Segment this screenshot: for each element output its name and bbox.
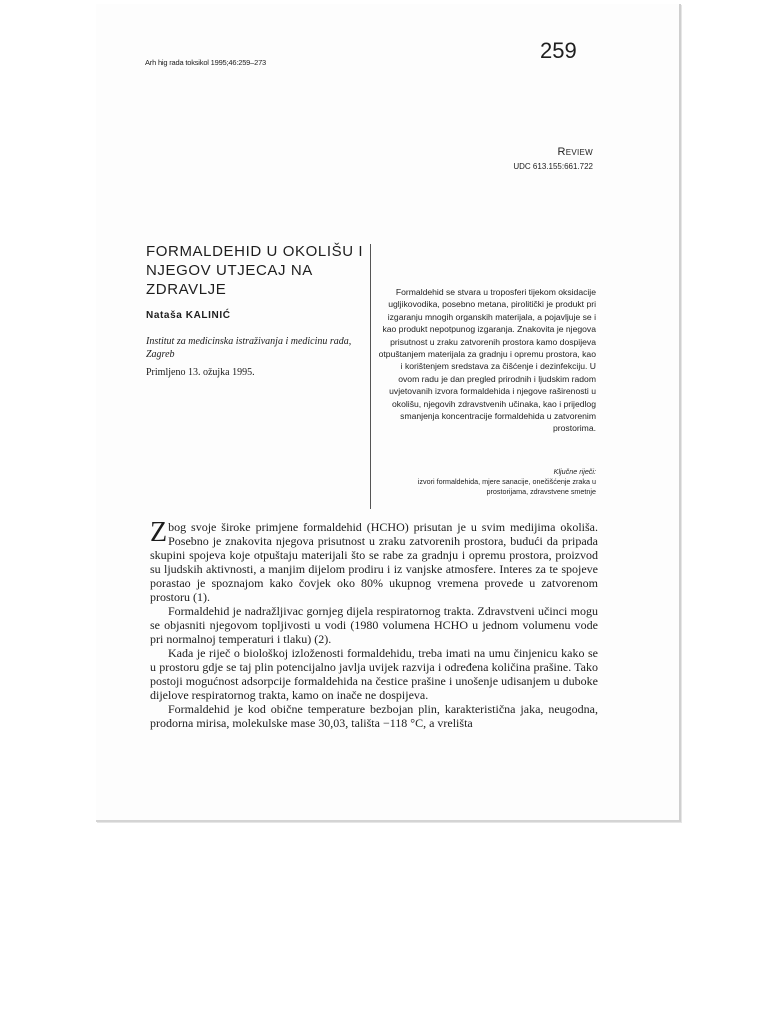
keywords-list: izvori formaldehida, mjere sanacije, onečišćenje zraka u prostorijama, zdravstvene smetnje bbox=[417, 477, 596, 496]
page-number: 259 bbox=[540, 38, 577, 63]
article-title: FORMALDEHID U OKOLIŠU I NJEGOV UTJECAJ NA ZDRAVLJE bbox=[146, 243, 364, 298]
body-paragraph-text: bog svoje široke primjene formaldehid (HCHO) prisutan je u svim medijima okoliša. Posebno je znakovita njegova prisutnost u zraku zatvorenih prostora, budući da pripada skupini spojeva koje otpuštaju materijali što se rabe za gradnju i opremu prostora, proizvod su ljudskih aktivnosti, a manjim dijelom prodiru i iz vanjske atmosfere. Interes za te spojeve porastao je spoznajom kako čovjek oko 80% ukupnog vremena provede u zatvorenom prostoru (1). bbox=[150, 520, 598, 604]
article-body bbox=[150, 517, 598, 730]
author-name: Nataša KALINIĆ bbox=[146, 310, 231, 321]
received-date: Primljeno 13. ožujka 1995. bbox=[146, 367, 255, 378]
journal-page bbox=[96, 4, 681, 822]
keywords-label: Ključne riječi: bbox=[553, 467, 596, 476]
body-paragraph: Kada je riječ o biološkoj izloženosti formaldehidu, treba imati na umu činjenicu kako se u prostoru gdje se taj plin potencijalno javlja uvijek razvija i određena količina prašine. Tako postoji mogućnost adsorpcije formaldehida na čestice prašine i unošenje udisanjem u duboke dijelove respiratornog trakta, kamo on inače ne dospijeva. bbox=[150, 646, 598, 702]
column-divider bbox=[370, 244, 371, 509]
author-affiliation: Institut za medicinska istraživanja i medicinu rada, Zagreb bbox=[146, 336, 352, 360]
abstract-text: Formaldehid se stvara u troposferi tijekom oksidacije ugljikovodika, posebno metana, pirolitički je produkt pri izgaranju mnogih organskih materijala, a pojavljuje se i kao produkt nepotpunog izgaranja. Znakovita je njegova prisutnost u zraku zatvorenih prostora kamo dospijeva otpuštanjem materijala za gradnju i opremu prostora, kao i korištenjem sredstava za čišćenje i dezinfekciju. U ovom radu je dan pregled prirodnih i ljudskim radom uvjetovanih izvora formaldehida i njegove raširenosti u okolišu, njegovih zdravstvenih učinaka, kao i prijedlog smanjenja koncentracije formaldehida u zatvorenim prostorima. bbox=[378, 287, 596, 434]
body-paragraph: Formaldehid je kod obične temperature bezbojan plin, karakteristična jaka, neugodna, prodorna mirisa, molekulske mase 30,03, tališta −118 °C, a vrelišta bbox=[150, 702, 598, 730]
article-type: Review bbox=[557, 146, 593, 158]
drop-cap: Z bbox=[150, 517, 168, 548]
body-paragraph: Formaldehid je nadražljivac gornjeg dijela respiratornog trakta. Zdravstveni učinci mogu se objasniti njegovom topljivosti u vodi (1980 volumena HCHO u jednom volumenu vode pri normalnoj temperaturi i tlaku) (2). bbox=[150, 604, 598, 646]
body-paragraph bbox=[150, 517, 598, 604]
udc-code: UDC 613.155:661.722 bbox=[513, 162, 593, 171]
journal-citation: Arh hig rada toksikol 1995;46:259–273 bbox=[145, 58, 267, 67]
